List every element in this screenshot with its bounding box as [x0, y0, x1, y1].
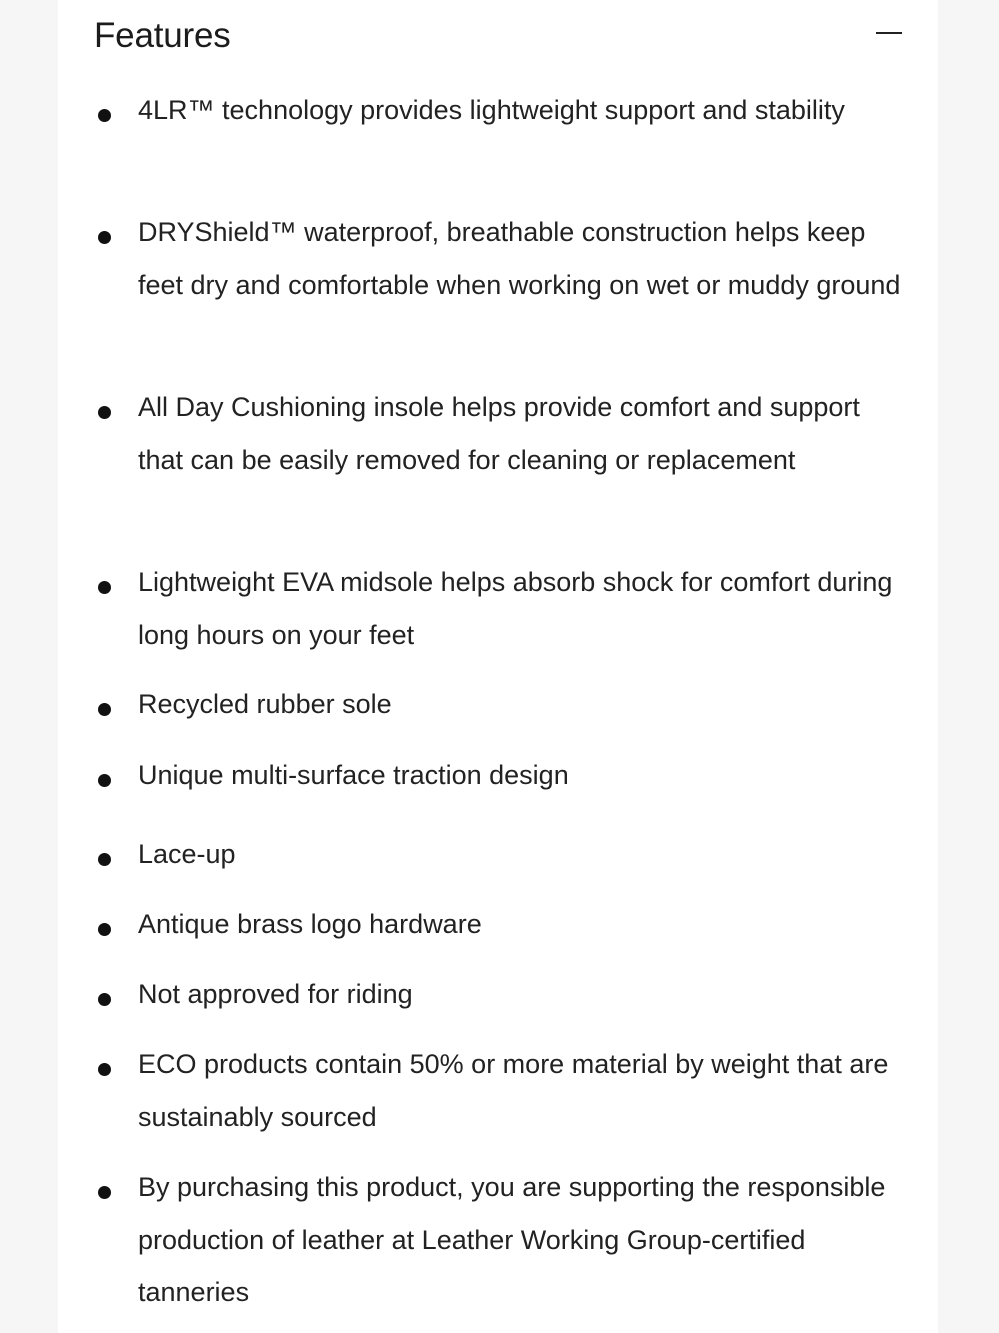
bullet-icon [98, 703, 111, 716]
feature-text: Unique multi-surface traction design [138, 760, 569, 790]
feature-text: Lightweight EVA midsole helps absorb shock for comfort during long hours on your feet [138, 567, 893, 650]
feature-text: By purchasing this product, you are supporting the responsible production of leather at Leather Working Group-certified tanneries [138, 1172, 886, 1307]
bullet-icon [98, 993, 111, 1006]
bullet-icon [98, 406, 111, 419]
bullet-icon [98, 923, 111, 936]
bullet-icon [98, 581, 111, 594]
collapse-toggle-button[interactable] [874, 18, 906, 50]
feature-text: All Day Cushioning insole helps provide comfort and support that can be easily removed for cleaning or replacement [138, 392, 860, 475]
section-title: Features [94, 16, 231, 55]
feature-text: 4LR™ technology provides lightweight support and stability [138, 95, 845, 125]
feature-text: DRYShield™ waterproof, breathable construction helps keep feet dry and comfortable when working on wet or muddy ground [138, 217, 901, 300]
bullet-icon [98, 853, 111, 866]
feature-text: Lace-up [138, 839, 236, 869]
features-header[interactable] [94, 14, 906, 58]
feature-text: Recycled rubber sole [138, 689, 392, 719]
feature-text: Antique brass logo hardware [138, 909, 482, 939]
feature-text: ECO products contain 50% or more material by weight that are sustainably sourced [138, 1049, 889, 1132]
bullet-icon [98, 231, 111, 244]
feature-text: Not approved for riding [138, 979, 413, 1009]
minus-icon [876, 32, 902, 34]
bullet-icon [98, 109, 111, 122]
bullet-icon [98, 774, 111, 787]
bullet-icon [98, 1186, 111, 1199]
bullet-icon [98, 1063, 111, 1076]
